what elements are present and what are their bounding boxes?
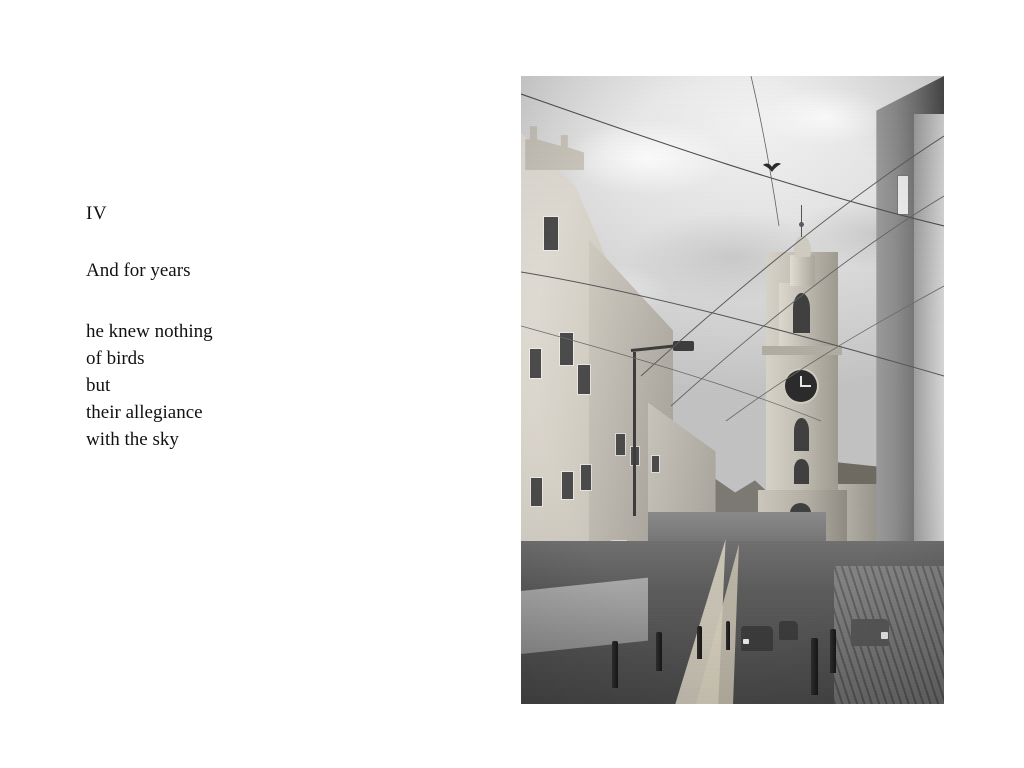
photo-grain <box>521 76 944 704</box>
poem-section-numeral: IV <box>86 203 108 224</box>
photograph <box>521 76 944 704</box>
poem-line: their allegiance <box>86 402 203 423</box>
poem-line: he knew nothing <box>86 321 213 342</box>
poem-stanza-two <box>86 318 426 453</box>
poem-block <box>86 204 426 453</box>
photograph-scene <box>521 76 944 704</box>
poem-line: of birds <box>86 348 145 369</box>
poem-stanza-one: And for years <box>86 260 191 281</box>
poem-line: with the sky <box>86 429 179 450</box>
poem-line: but <box>86 375 111 396</box>
